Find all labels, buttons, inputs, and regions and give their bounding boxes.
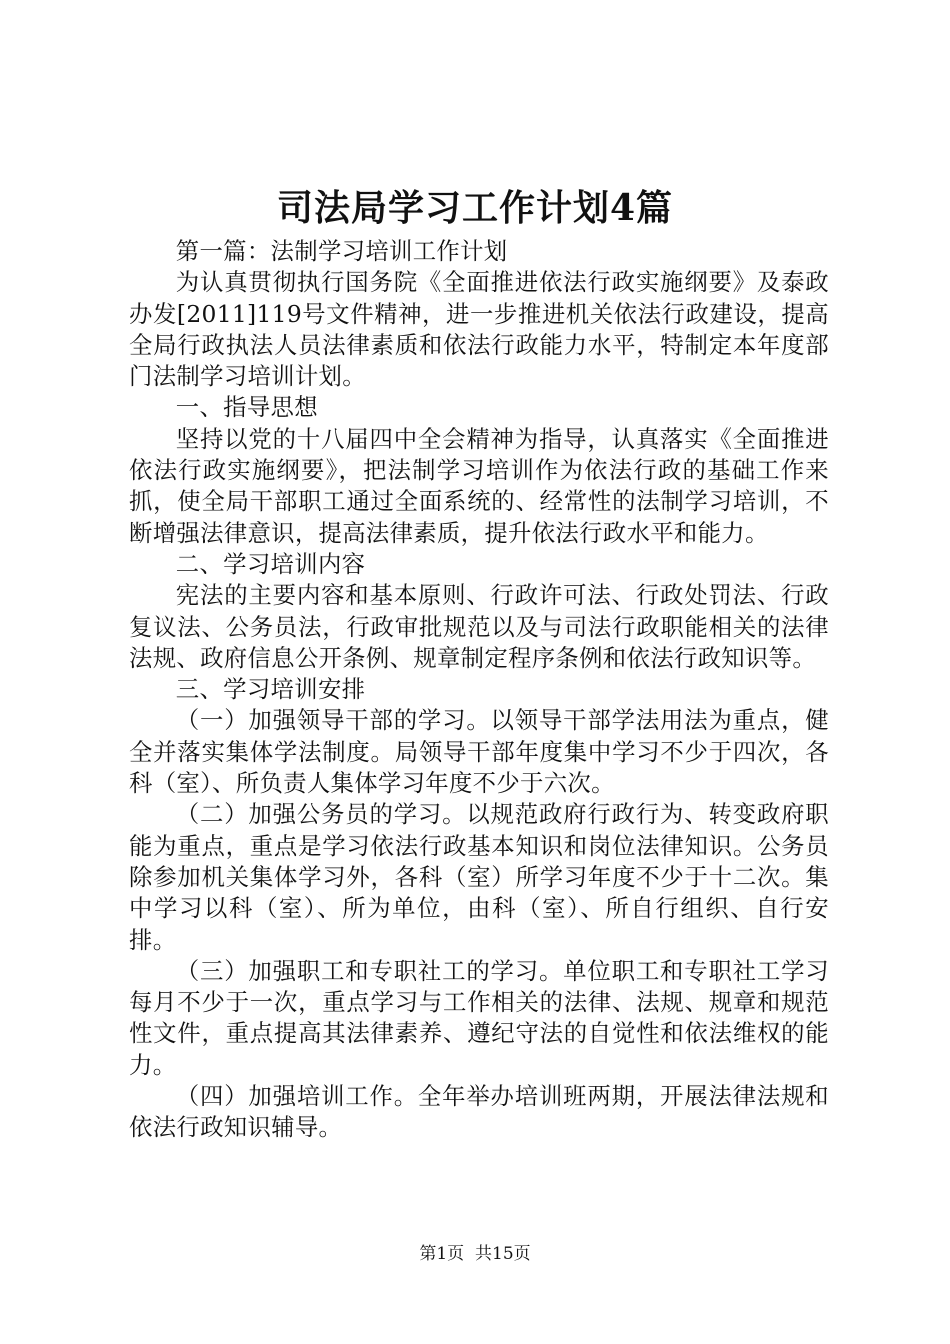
section-heading: 三、学习培训安排 bbox=[175, 675, 366, 704]
page-footer bbox=[0, 1242, 950, 1266]
paragraph: （四）加强培训工作。全年举办培训班两期，开展法律法规和依法行政知识辅导。 bbox=[129, 1082, 829, 1142]
section-heading: 一、指导思想 bbox=[175, 393, 318, 422]
section-heading: 二、学习培训内容 bbox=[175, 549, 366, 578]
paragraph: 为认真贯彻执行国务院《全面推进依法行政实施纲要》及泰政办发[2011]119号文件精神，进一步推进机关依法行政建设，提高全局行政执法人员法律素质和依法行政能力水平，特制定本年度部门法制学习培训计划。 bbox=[129, 268, 829, 391]
page-number: 第1页 bbox=[419, 1244, 465, 1264]
paragraph: 坚持以党的十八届四中全会精神为指导，认真落实《全面推进依法行政实施纲要》，把法制学习培训作为依法行政的基础工作来抓，使全局干部职工通过全面系统的、经常性的法制学习培训，不断增强法律意识，提高法律素质，提升依法行政水平和能力。 bbox=[129, 424, 829, 547]
paragraph: 宪法的主要内容和基本原则、行政许可法、行政处罚法、行政复议法、公务员法，行政审批规范以及与司法行政职能相关的法律法规、政府信息公开条例、规章制定程序条例和依法行政知识等。 bbox=[129, 581, 829, 672]
paragraph: （三）加强职工和专职社工的学习。单位职工和专职社工学习每月不少于一次，重点学习与工作相关的法律、法规、规章和规范性文件，重点提高其法律素养、遵纪守法的自觉性和依法维权的能力。 bbox=[129, 956, 829, 1079]
document-title: 司法局学习工作计划4篇 bbox=[276, 187, 674, 229]
paragraph: （二）加强公务员的学习。以规范政府行政行为、转变政府职能为重点，重点是学习依法行政基本知识和岗位法律知识。公务员除参加机关集体学习外，各科（室）所学习年度不少于十二次。集中学习以科（室）、所为单位，由科（室）、所自行组织、自行安排。 bbox=[129, 800, 829, 954]
section-heading: 第一篇：法制学习培训工作计划 bbox=[175, 237, 508, 265]
paragraph: （一）加强领导干部的学习。以领导干部学法用法为重点，健全并落实集体学法制度。局领导干部年度集中学习不少于四次，各科（室）、所负责人集体学习年度不少于六次。 bbox=[129, 706, 829, 798]
document-body bbox=[129, 236, 829, 1144]
page-total: 共15页 bbox=[475, 1244, 531, 1264]
